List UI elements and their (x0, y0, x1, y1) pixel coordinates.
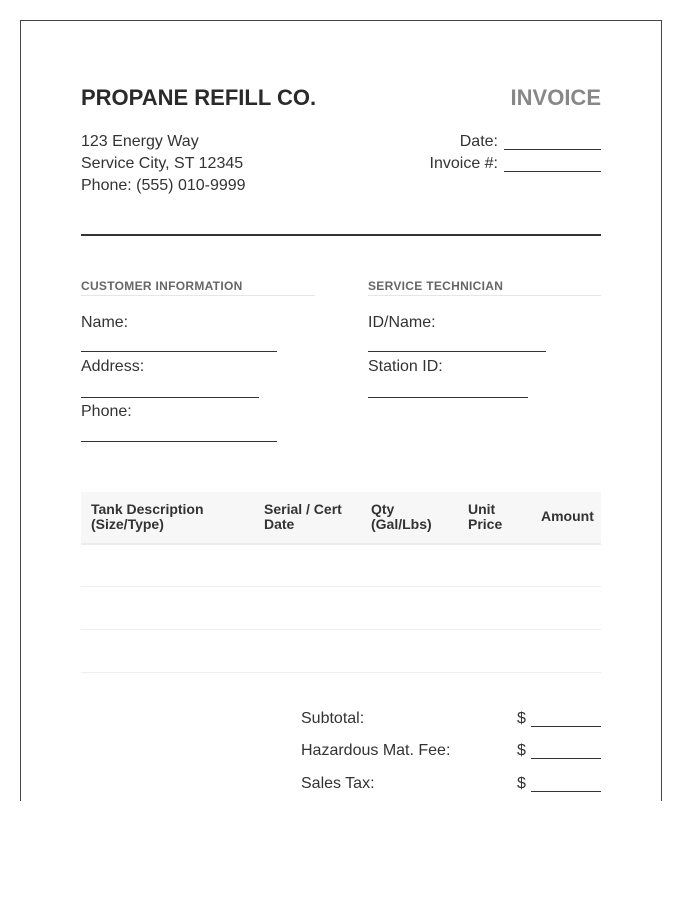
sales-tax-field[interactable] (531, 791, 601, 792)
table-row[interactable] (81, 629, 601, 630)
company-city: Service City, ST 12345 (81, 155, 244, 172)
station-id-field[interactable] (368, 397, 528, 398)
col-tank-description: Tank Description (Size/Type) (91, 501, 204, 532)
technician-section-rule (368, 295, 601, 296)
customer-address-field[interactable] (81, 397, 259, 398)
technician-section-heading: SERVICE TECHNICIAN (368, 279, 504, 293)
station-id-label: Station ID: (368, 358, 443, 375)
customer-section-rule (81, 295, 315, 296)
company-street: 123 Energy Way (81, 133, 199, 150)
col-amount: Amount (541, 508, 594, 524)
invoice-sheet (20, 20, 662, 801)
customer-address-label: Address: (81, 358, 145, 375)
subtotal-field[interactable] (531, 726, 601, 727)
line-items-header (81, 492, 601, 545)
technician-id-field[interactable] (368, 351, 546, 352)
customer-section-heading: CUSTOMER INFORMATION (81, 279, 243, 293)
header-divider (81, 234, 601, 236)
subtotal-currency: $ (517, 710, 526, 727)
sales-tax-currency: $ (517, 775, 526, 792)
date-field[interactable] (504, 149, 601, 150)
col-serial-cert-date: Serial / Cert Date (264, 501, 342, 532)
sales-tax-label: Sales Tax: (301, 775, 375, 792)
customer-phone-label: Phone: (81, 403, 132, 420)
subtotal-label: Subtotal: (301, 710, 365, 727)
document-title: INVOICE (510, 85, 601, 110)
table-row[interactable] (81, 586, 601, 587)
company-name: PROPANE REFILL CO. (81, 85, 317, 110)
invoice-number-label: Invoice #: (429, 155, 498, 172)
col-unit-price: Unit Price (468, 501, 503, 532)
table-row[interactable] (81, 672, 601, 673)
invoice-number-field[interactable] (504, 171, 601, 172)
hazmat-fee-currency: $ (517, 742, 526, 759)
col-qty: Qty (Gal/Lbs) (371, 501, 432, 532)
hazmat-fee-label: Hazardous Mat. Fee: (301, 742, 451, 759)
customer-phone-field[interactable] (81, 441, 277, 442)
company-phone: Phone: (555) 010-9999 (81, 177, 246, 194)
customer-name-label: Name: (81, 314, 129, 331)
date-label: Date: (459, 133, 498, 150)
hazmat-fee-field[interactable] (531, 758, 601, 759)
customer-name-field[interactable] (81, 351, 277, 352)
technician-id-label: ID/Name: (368, 314, 436, 331)
